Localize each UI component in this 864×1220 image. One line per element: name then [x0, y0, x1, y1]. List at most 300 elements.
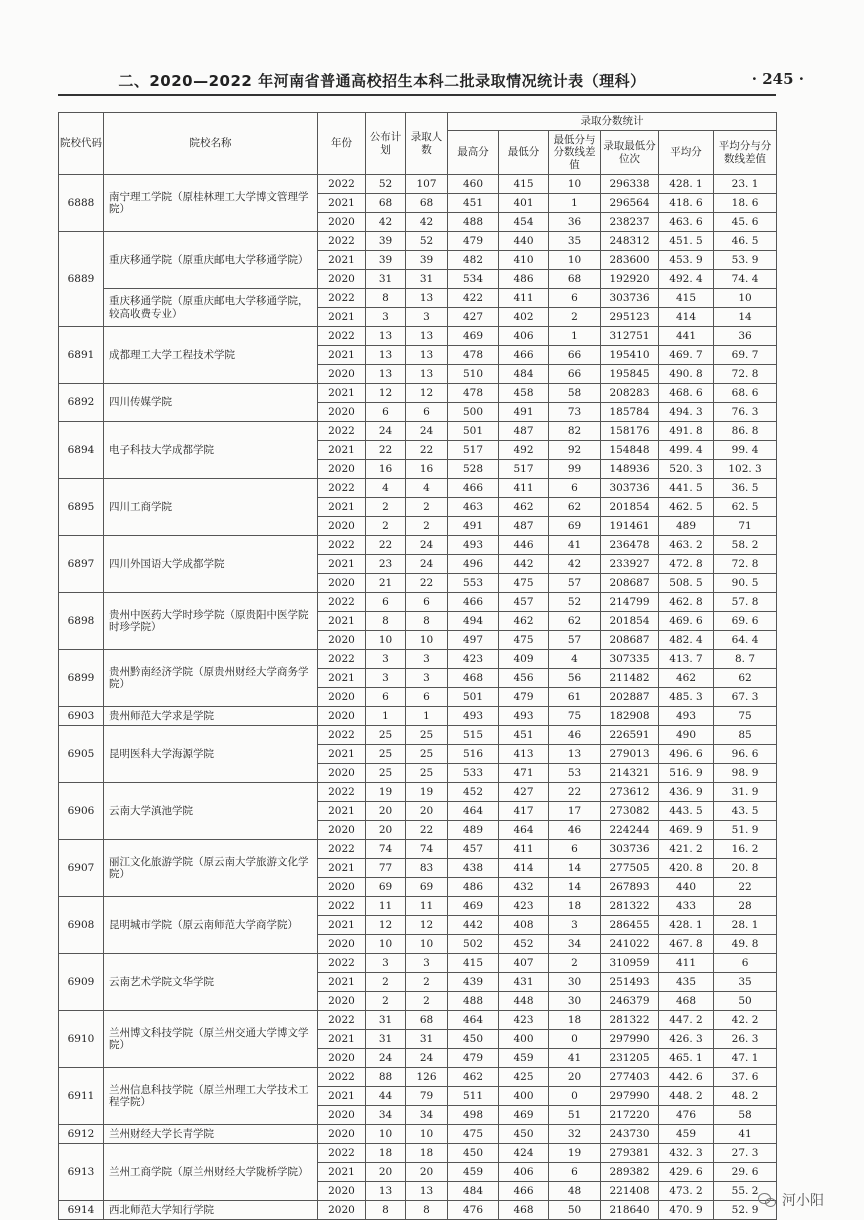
avg-diff-cell: 50: [714, 992, 777, 1011]
plan-cell: 19: [366, 783, 406, 802]
plan-cell: 13: [366, 365, 406, 384]
min-cell: 409: [499, 650, 549, 669]
year-cell: 2020: [318, 403, 366, 422]
year-cell: 2021: [318, 194, 366, 213]
admitted-cell: 16: [406, 460, 448, 479]
max-cell: 415: [448, 954, 499, 973]
year-cell: 2020: [318, 365, 366, 384]
min-diff-cell: 52: [549, 593, 601, 612]
year-cell: 2022: [318, 783, 366, 802]
min-cell: 517: [499, 460, 549, 479]
max-cell: 489: [448, 821, 499, 840]
avg-cell: 429. 6: [659, 1163, 714, 1182]
admitted-cell: 107: [406, 175, 448, 194]
plan-cell: 69: [366, 878, 406, 897]
admitted-cell: 8: [406, 1201, 448, 1220]
year-cell: 2022: [318, 897, 366, 916]
min-cell: 493: [499, 707, 549, 726]
school-name-cell: 贵州黔南经济学院（原贵州财经大学商务学院）: [104, 650, 318, 707]
admitted-cell: 83: [406, 859, 448, 878]
table-row: [59, 1125, 777, 1144]
avg-cell: 465. 1: [659, 1049, 714, 1068]
rank-cell: 279381: [601, 1144, 659, 1163]
rank-cell: 289382: [601, 1163, 659, 1182]
plan-cell: 44: [366, 1087, 406, 1106]
avg-diff-cell: 86. 8: [714, 422, 777, 441]
rank-cell: 283600: [601, 251, 659, 270]
avg-diff-cell: 58: [714, 1106, 777, 1125]
rank-cell: 208283: [601, 384, 659, 403]
rank-cell: 248312: [601, 232, 659, 251]
min-cell: 468: [499, 1201, 549, 1220]
avg-cell: 490: [659, 726, 714, 745]
min-cell: 450: [499, 1125, 549, 1144]
max-cell: 488: [448, 213, 499, 232]
min-diff-cell: 53: [549, 764, 601, 783]
avg-diff-cell: 69. 6: [714, 612, 777, 631]
rank-cell: 231205: [601, 1049, 659, 1068]
admitted-cell: 2: [406, 992, 448, 1011]
min-diff-cell: 36: [549, 213, 601, 232]
admitted-cell: 1: [406, 707, 448, 726]
min-cell: 451: [499, 726, 549, 745]
rank-cell: 273612: [601, 783, 659, 802]
avg-diff-cell: 14: [714, 308, 777, 327]
table-row: [59, 707, 777, 726]
min-cell: 466: [499, 346, 549, 365]
table-row: [59, 175, 777, 194]
school-name-cell: 四川外国语大学成都学院: [104, 536, 318, 593]
max-cell: 427: [448, 308, 499, 327]
plan-cell: 20: [366, 802, 406, 821]
rank-cell: 277403: [601, 1068, 659, 1087]
avg-diff-cell: 102. 3: [714, 460, 777, 479]
admitted-cell: 69: [406, 878, 448, 897]
year-cell: 2020: [318, 574, 366, 593]
school-code-cell: 6898: [59, 593, 104, 650]
avg-cell: 426. 3: [659, 1030, 714, 1049]
admitted-cell: 126: [406, 1068, 448, 1087]
max-cell: 459: [448, 1163, 499, 1182]
max-cell: 478: [448, 384, 499, 403]
school-code-cell: 6905: [59, 726, 104, 783]
school-code-cell: 6907: [59, 840, 104, 897]
avg-diff-cell: 48. 2: [714, 1087, 777, 1106]
table-row: [59, 650, 777, 669]
max-cell: 534: [448, 270, 499, 289]
school-name-cell: 云南大学滇池学院: [104, 783, 318, 840]
min-cell: 411: [499, 289, 549, 308]
max-cell: 528: [448, 460, 499, 479]
avg-cell: 462: [659, 669, 714, 688]
year-cell: 2020: [318, 517, 366, 536]
min-cell: 484: [499, 365, 549, 384]
min-cell: 440: [499, 232, 549, 251]
plan-cell: 20: [366, 821, 406, 840]
rank-cell: 195410: [601, 346, 659, 365]
min-cell: 427: [499, 783, 549, 802]
plan-cell: 4: [366, 479, 406, 498]
plan-cell: 24: [366, 1049, 406, 1068]
plan-cell: 6: [366, 403, 406, 422]
min-cell: 417: [499, 802, 549, 821]
rank-cell: 224244: [601, 821, 659, 840]
year-cell: 2021: [318, 346, 366, 365]
min-diff-cell: 6: [549, 479, 601, 498]
min-diff-cell: 18: [549, 1011, 601, 1030]
min-cell: 424: [499, 1144, 549, 1163]
max-cell: 460: [448, 175, 499, 194]
rank-cell: 217220: [601, 1106, 659, 1125]
table-row: [59, 726, 777, 745]
avg-diff-cell: 76. 3: [714, 403, 777, 422]
year-cell: 2021: [318, 308, 366, 327]
col-year-header: 年份: [318, 113, 366, 175]
rank-cell: 238237: [601, 213, 659, 232]
avg-cell: 496. 6: [659, 745, 714, 764]
min-cell: 492: [499, 441, 549, 460]
min-diff-cell: 4: [549, 650, 601, 669]
avg-diff-cell: 8. 7: [714, 650, 777, 669]
min-cell: 469: [499, 1106, 549, 1125]
school-name-cell: 丽江文化旅游学院（原云南大学旅游文化学院）: [104, 840, 318, 897]
rank-cell: 303736: [601, 840, 659, 859]
rank-cell: 307335: [601, 650, 659, 669]
min-diff-cell: 58: [549, 384, 601, 403]
admission-table: [58, 112, 777, 1220]
min-diff-cell: 92: [549, 441, 601, 460]
avg-diff-cell: 62. 5: [714, 498, 777, 517]
plan-cell: 8: [366, 289, 406, 308]
plan-cell: 25: [366, 745, 406, 764]
min-cell: 408: [499, 916, 549, 935]
min-diff-cell: 22: [549, 783, 601, 802]
admitted-cell: 2: [406, 498, 448, 517]
plan-cell: 52: [366, 175, 406, 194]
min-cell: 454: [499, 213, 549, 232]
avg-diff-cell: 74. 4: [714, 270, 777, 289]
plan-cell: 88: [366, 1068, 406, 1087]
avg-cell: 448. 2: [659, 1087, 714, 1106]
min-diff-cell: 68: [549, 270, 601, 289]
avg-diff-cell: 99. 4: [714, 441, 777, 460]
min-diff-cell: 30: [549, 992, 601, 1011]
rank-cell: 221408: [601, 1182, 659, 1201]
plan-cell: 25: [366, 726, 406, 745]
school-name-cell: 兰州信息科技学院（原兰州理工大学技术工程学院）: [104, 1068, 318, 1125]
school-code-cell: 6912: [59, 1125, 104, 1144]
rank-cell: 233927: [601, 555, 659, 574]
admitted-cell: 34: [406, 1106, 448, 1125]
avg-cell: 415: [659, 289, 714, 308]
rank-cell: 226591: [601, 726, 659, 745]
table-row: [59, 479, 777, 498]
plan-cell: 12: [366, 384, 406, 403]
min-diff-cell: 57: [549, 631, 601, 650]
plan-cell: 11: [366, 897, 406, 916]
avg-diff-cell: 46. 5: [714, 232, 777, 251]
max-cell: 533: [448, 764, 499, 783]
plan-cell: 74: [366, 840, 406, 859]
avg-diff-cell: 6: [714, 954, 777, 973]
max-cell: 476: [448, 1201, 499, 1220]
rank-cell: 241022: [601, 935, 659, 954]
avg-cell: 435: [659, 973, 714, 992]
avg-cell: 508. 5: [659, 574, 714, 593]
avg-cell: 413. 7: [659, 650, 714, 669]
admitted-cell: 25: [406, 745, 448, 764]
school-code-cell: 6897: [59, 536, 104, 593]
year-cell: 2020: [318, 688, 366, 707]
min-diff-cell: 66: [549, 346, 601, 365]
plan-cell: 68: [366, 194, 406, 213]
min-diff-cell: 18: [549, 897, 601, 916]
year-cell: 2020: [318, 878, 366, 897]
year-cell: 2020: [318, 1182, 366, 1201]
school-name-cell: 重庆移通学院（原重庆邮电大学移通学院）: [104, 232, 318, 289]
plan-cell: 13: [366, 1182, 406, 1201]
rank-cell: 154848: [601, 441, 659, 460]
admitted-cell: 24: [406, 422, 448, 441]
avg-cell: 476: [659, 1106, 714, 1125]
max-cell: 500: [448, 403, 499, 422]
min-diff-cell: 69: [549, 517, 601, 536]
year-cell: 2022: [318, 650, 366, 669]
max-cell: 491: [448, 517, 499, 536]
avg-diff-cell: 68. 6: [714, 384, 777, 403]
year-cell: 2021: [318, 1087, 366, 1106]
max-cell: 423: [448, 650, 499, 669]
avg-diff-cell: 58. 2: [714, 536, 777, 555]
table-row: [59, 1068, 777, 1087]
avg-cell: 441: [659, 327, 714, 346]
avg-cell: 432. 3: [659, 1144, 714, 1163]
admitted-cell: 12: [406, 384, 448, 403]
min-diff-cell: 73: [549, 403, 601, 422]
min-diff-cell: 10: [549, 175, 601, 194]
plan-cell: 31: [366, 1030, 406, 1049]
max-cell: 422: [448, 289, 499, 308]
avg-diff-cell: 71: [714, 517, 777, 536]
admitted-cell: 10: [406, 1125, 448, 1144]
school-name-cell: 兰州博文科技学院（原兰州交通大学博文学院）: [104, 1011, 318, 1068]
min-diff-cell: 42: [549, 555, 601, 574]
rank-cell: 243730: [601, 1125, 659, 1144]
max-cell: 439: [448, 973, 499, 992]
school-name-cell: 四川工商学院: [104, 479, 318, 536]
min-diff-cell: 56: [549, 669, 601, 688]
avg-cell: 428. 1: [659, 175, 714, 194]
max-cell: 498: [448, 1106, 499, 1125]
year-cell: 2020: [318, 1106, 366, 1125]
rank-cell: 201854: [601, 498, 659, 517]
avg-cell: 468: [659, 992, 714, 1011]
year-cell: 2021: [318, 384, 366, 403]
avg-diff-cell: 28. 1: [714, 916, 777, 935]
min-diff-cell: 1: [549, 194, 601, 213]
max-cell: 462: [448, 1068, 499, 1087]
school-name-cell: 贵州师范大学求是学院: [104, 707, 318, 726]
year-cell: 2022: [318, 327, 366, 346]
year-cell: 2022: [318, 1011, 366, 1030]
table-row: [59, 954, 777, 973]
max-cell: 484: [448, 1182, 499, 1201]
min-cell: 456: [499, 669, 549, 688]
rank-cell: 251493: [601, 973, 659, 992]
avg-cell: 433: [659, 897, 714, 916]
min-diff-cell: 14: [549, 859, 601, 878]
min-cell: 411: [499, 479, 549, 498]
admitted-cell: 10: [406, 631, 448, 650]
avg-diff-cell: 85: [714, 726, 777, 745]
avg-diff-cell: 37. 6: [714, 1068, 777, 1087]
school-code-cell: 6888: [59, 175, 104, 232]
min-diff-cell: 13: [549, 745, 601, 764]
school-code-cell: 6906: [59, 783, 104, 840]
year-cell: 2021: [318, 859, 366, 878]
avg-cell: 467. 8: [659, 935, 714, 954]
table-header: [59, 113, 777, 175]
admitted-cell: 20: [406, 1163, 448, 1182]
year-cell: 2021: [318, 555, 366, 574]
plan-cell: 77: [366, 859, 406, 878]
min-cell: 431: [499, 973, 549, 992]
avg-cell: 499. 4: [659, 441, 714, 460]
admitted-cell: 68: [406, 194, 448, 213]
col-admitted-header: 录取人数: [406, 113, 448, 175]
avg-diff-cell: 57. 8: [714, 593, 777, 612]
rank-cell: 279013: [601, 745, 659, 764]
max-cell: 494: [448, 612, 499, 631]
rank-cell: 211482: [601, 669, 659, 688]
rank-cell: 267893: [601, 878, 659, 897]
avg-diff-cell: 47. 1: [714, 1049, 777, 1068]
admitted-cell: 8: [406, 612, 448, 631]
plan-cell: 1: [366, 707, 406, 726]
rank-cell: 214321: [601, 764, 659, 783]
plan-cell: 23: [366, 555, 406, 574]
avg-cell: 490. 8: [659, 365, 714, 384]
min-diff-cell: 99: [549, 460, 601, 479]
admitted-cell: 22: [406, 441, 448, 460]
max-cell: 482: [448, 251, 499, 270]
plan-cell: 31: [366, 1011, 406, 1030]
rank-cell: 201854: [601, 612, 659, 631]
max-cell: 502: [448, 935, 499, 954]
min-cell: 413: [499, 745, 549, 764]
year-cell: 2022: [318, 593, 366, 612]
min-diff-cell: 2: [549, 308, 601, 327]
max-cell: 457: [448, 840, 499, 859]
min-diff-cell: 1: [549, 327, 601, 346]
col-avg-header: 平均分: [659, 131, 714, 175]
avg-diff-cell: 31. 9: [714, 783, 777, 802]
year-cell: 2021: [318, 916, 366, 935]
max-cell: 516: [448, 745, 499, 764]
max-cell: 493: [448, 536, 499, 555]
rank-cell: 218640: [601, 1201, 659, 1220]
avg-cell: 463. 6: [659, 213, 714, 232]
page-title: 二、2020—2022 年河南省普通高校招生本科二批录取情况统计表（理科）: [118, 72, 646, 90]
avg-diff-cell: 23. 1: [714, 175, 777, 194]
min-cell: 457: [499, 593, 549, 612]
min-cell: 406: [499, 327, 549, 346]
avg-cell: 442. 6: [659, 1068, 714, 1087]
avg-cell: 459: [659, 1125, 714, 1144]
max-cell: 469: [448, 327, 499, 346]
avg-cell: 443. 5: [659, 802, 714, 821]
min-diff-cell: 35: [549, 232, 601, 251]
avg-cell: 516. 9: [659, 764, 714, 783]
rank-cell: 281322: [601, 897, 659, 916]
avg-diff-cell: 36. 5: [714, 479, 777, 498]
max-cell: 464: [448, 1011, 499, 1030]
avg-cell: 440: [659, 878, 714, 897]
plan-cell: 12: [366, 916, 406, 935]
avg-cell: 492. 4: [659, 270, 714, 289]
max-cell: 501: [448, 688, 499, 707]
rank-cell: 208687: [601, 574, 659, 593]
min-diff-cell: 41: [549, 1049, 601, 1068]
year-cell: 2020: [318, 213, 366, 232]
rank-cell: 191461: [601, 517, 659, 536]
admitted-cell: 3: [406, 308, 448, 327]
min-cell: 402: [499, 308, 549, 327]
wechat-watermark: [758, 1190, 824, 1210]
min-diff-cell: 61: [549, 688, 601, 707]
min-diff-cell: 32: [549, 1125, 601, 1144]
min-cell: 458: [499, 384, 549, 403]
year-cell: 2022: [318, 1144, 366, 1163]
min-cell: 410: [499, 251, 549, 270]
year-cell: 2020: [318, 935, 366, 954]
rank-cell: 286455: [601, 916, 659, 935]
avg-diff-cell: 72. 8: [714, 555, 777, 574]
avg-diff-cell: 49. 8: [714, 935, 777, 954]
admitted-cell: 12: [406, 916, 448, 935]
plan-cell: 18: [366, 1144, 406, 1163]
max-cell: 466: [448, 593, 499, 612]
admitted-cell: 25: [406, 726, 448, 745]
rank-cell: 192920: [601, 270, 659, 289]
admitted-cell: 31: [406, 270, 448, 289]
school-code-cell: 6889: [59, 232, 104, 327]
year-cell: 2022: [318, 289, 366, 308]
plan-cell: 24: [366, 422, 406, 441]
avg-cell: 411: [659, 954, 714, 973]
min-cell: 400: [499, 1087, 549, 1106]
avg-cell: 453. 9: [659, 251, 714, 270]
avg-cell: 428. 1: [659, 916, 714, 935]
admitted-cell: 25: [406, 764, 448, 783]
avg-diff-cell: 22: [714, 878, 777, 897]
avg-diff-cell: 36: [714, 327, 777, 346]
plan-cell: 31: [366, 270, 406, 289]
admitted-cell: 24: [406, 536, 448, 555]
year-cell: 2021: [318, 745, 366, 764]
school-code-cell: 6892: [59, 384, 104, 422]
min-diff-cell: 48: [549, 1182, 601, 1201]
avg-diff-cell: 20. 8: [714, 859, 777, 878]
max-cell: 450: [448, 1144, 499, 1163]
rank-cell: 208687: [601, 631, 659, 650]
table-row: [59, 536, 777, 555]
plan-cell: 42: [366, 213, 406, 232]
admitted-cell: 42: [406, 213, 448, 232]
plan-cell: 22: [366, 441, 406, 460]
min-cell: 446: [499, 536, 549, 555]
rank-cell: 297990: [601, 1087, 659, 1106]
